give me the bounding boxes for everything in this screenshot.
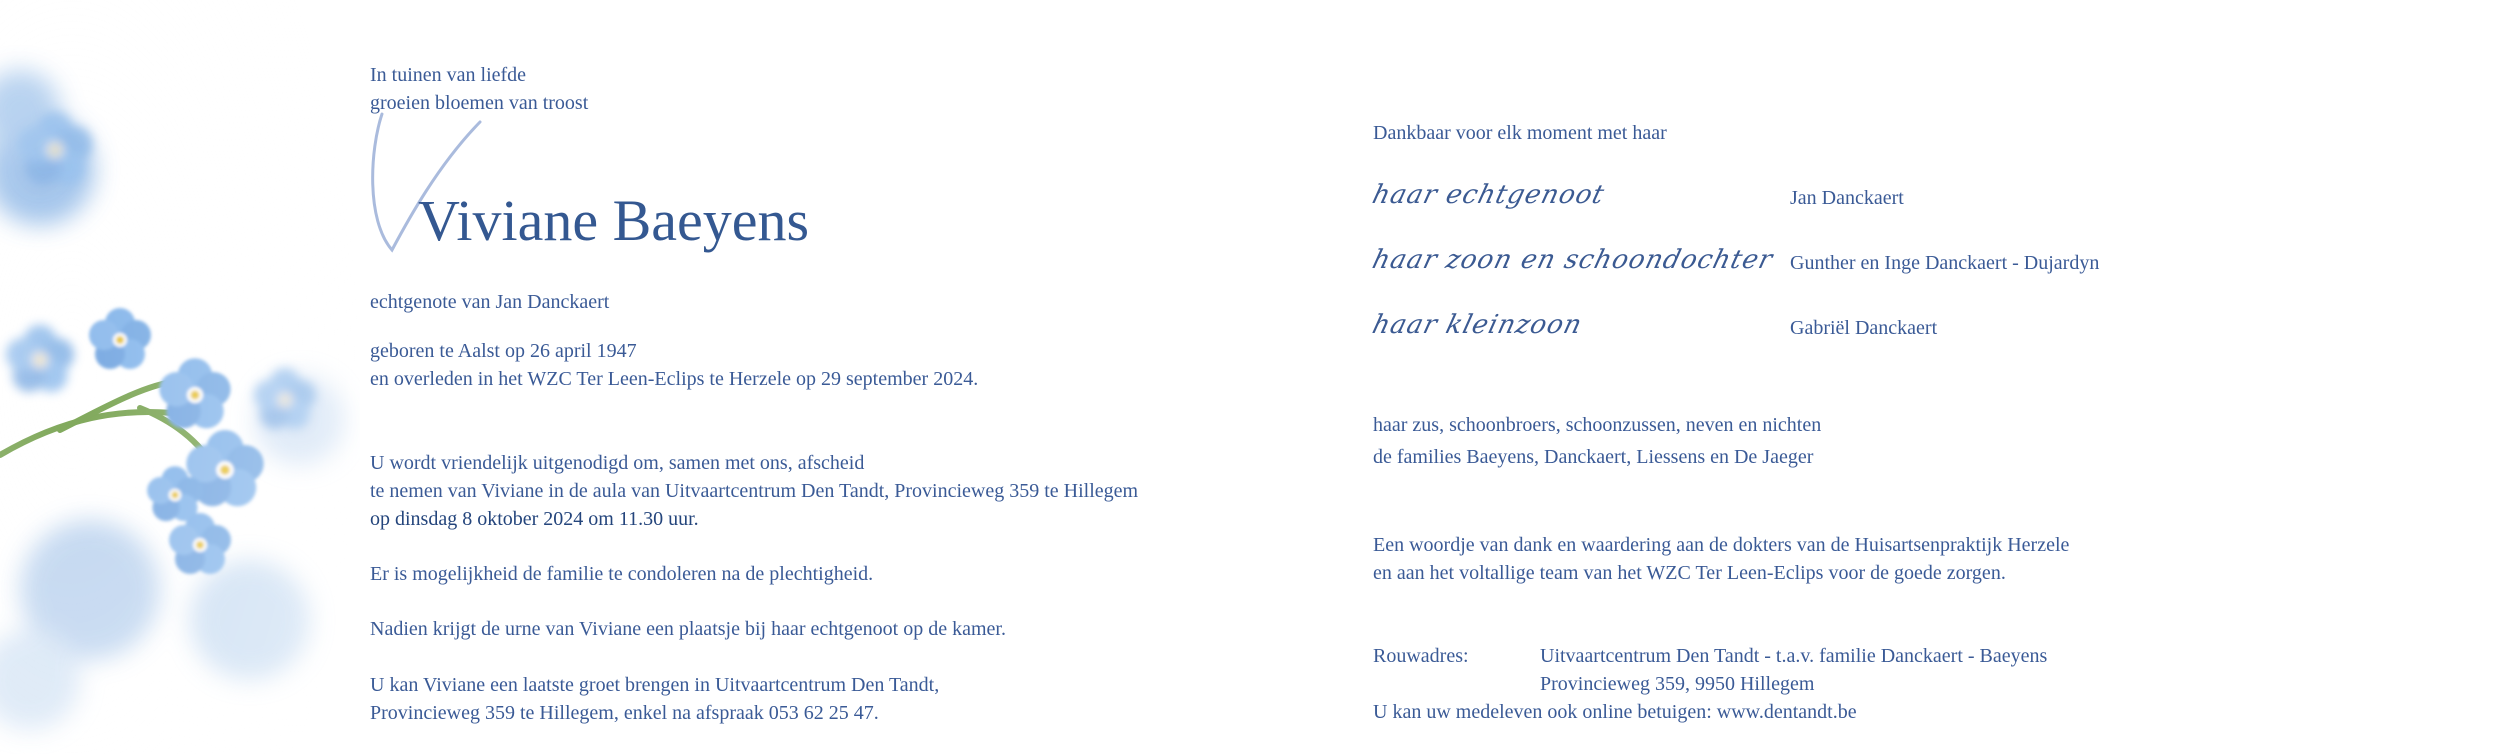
relatives-line-1: haar zus, schoonbroers, schoonzussen, neven en nichten xyxy=(1373,414,1822,436)
address-line-2: Provincieweg 359, 9950 Hillegem xyxy=(1540,673,1815,695)
urn-line: Nadien krijgt de urne van Viviane een plaatsje bij haar echtgenoot op de kamer. xyxy=(370,618,1006,640)
address-label: Rouwadres: xyxy=(1373,645,1469,667)
grateful-line: Dankbaar voor elk moment met haar xyxy=(1373,122,1667,144)
invite-line-2: te nemen van Viviane in de aula van Uitvaartcentrum Den Tandt, Provincieweg 359 te Hillegem xyxy=(370,480,1139,502)
invite-line-3: op dinsdag 8 oktober 2024 om 11.30 uur. xyxy=(370,508,699,530)
relation-grandson: haar kleinzoon xyxy=(1369,310,1586,340)
deceased-name: Viviane Baeyens xyxy=(418,188,810,253)
online-condolence-line: U kan uw medeleven ook online betuigen: www.dentandt.be xyxy=(1373,701,1857,723)
thanks-line-2: en aan het voltallige team van het WZC Ter Leen-Eclips voor de goede zorgen. xyxy=(1373,562,2006,584)
names-grandson: Gabriël Danckaert xyxy=(1790,317,1938,339)
invite-line-1: U wordt vriendelijk uitgenodigd om, samen met ons, afscheid xyxy=(370,452,865,474)
motto-line-1: In tuinen van liefde xyxy=(370,64,527,86)
death-line: en overleden in het WZC Ter Leen-Eclips te Herzele op 29 september 2024. xyxy=(370,368,979,390)
motto-line-2: groeien bloemen van troost xyxy=(370,92,589,114)
names-spouse: Jan Danckaert xyxy=(1790,187,1904,209)
relation-spouse: haar echtgenoot xyxy=(1369,180,1608,210)
address-line-1: Uitvaartcentrum Den Tandt - t.a.v. familie Danckaert - Baeyens xyxy=(1540,645,2048,667)
visit-line-2: Provincieweg 359 te Hillegem, enkel na afspraak 053 62 25 47. xyxy=(370,702,879,724)
birth-line: geboren te Aalst op 26 april 1947 xyxy=(370,340,637,362)
thanks-line-1: Een woordje van dank en waardering aan de dokters van de Huisartsenpraktijk Herzele xyxy=(1373,534,2070,556)
visit-line-1: U kan Viviane een laatste groet brengen in Uitvaartcentrum Den Tandt, xyxy=(370,674,940,696)
relation-son: haar zoon en schoondochter xyxy=(1369,245,1777,275)
relatives-line-2: de families Baeyens, Danckaert, Liessens en De Jaeger xyxy=(1373,446,1814,468)
names-son: Gunther en Inge Danckaert - Dujardyn xyxy=(1790,252,2100,274)
condolence-line: Er is mogelijkheid de familie te condoleren na de plechtigheid. xyxy=(370,563,874,585)
flower-decoration xyxy=(0,0,360,754)
spouse-line: echtgenote van Jan Danckaert xyxy=(370,291,610,313)
